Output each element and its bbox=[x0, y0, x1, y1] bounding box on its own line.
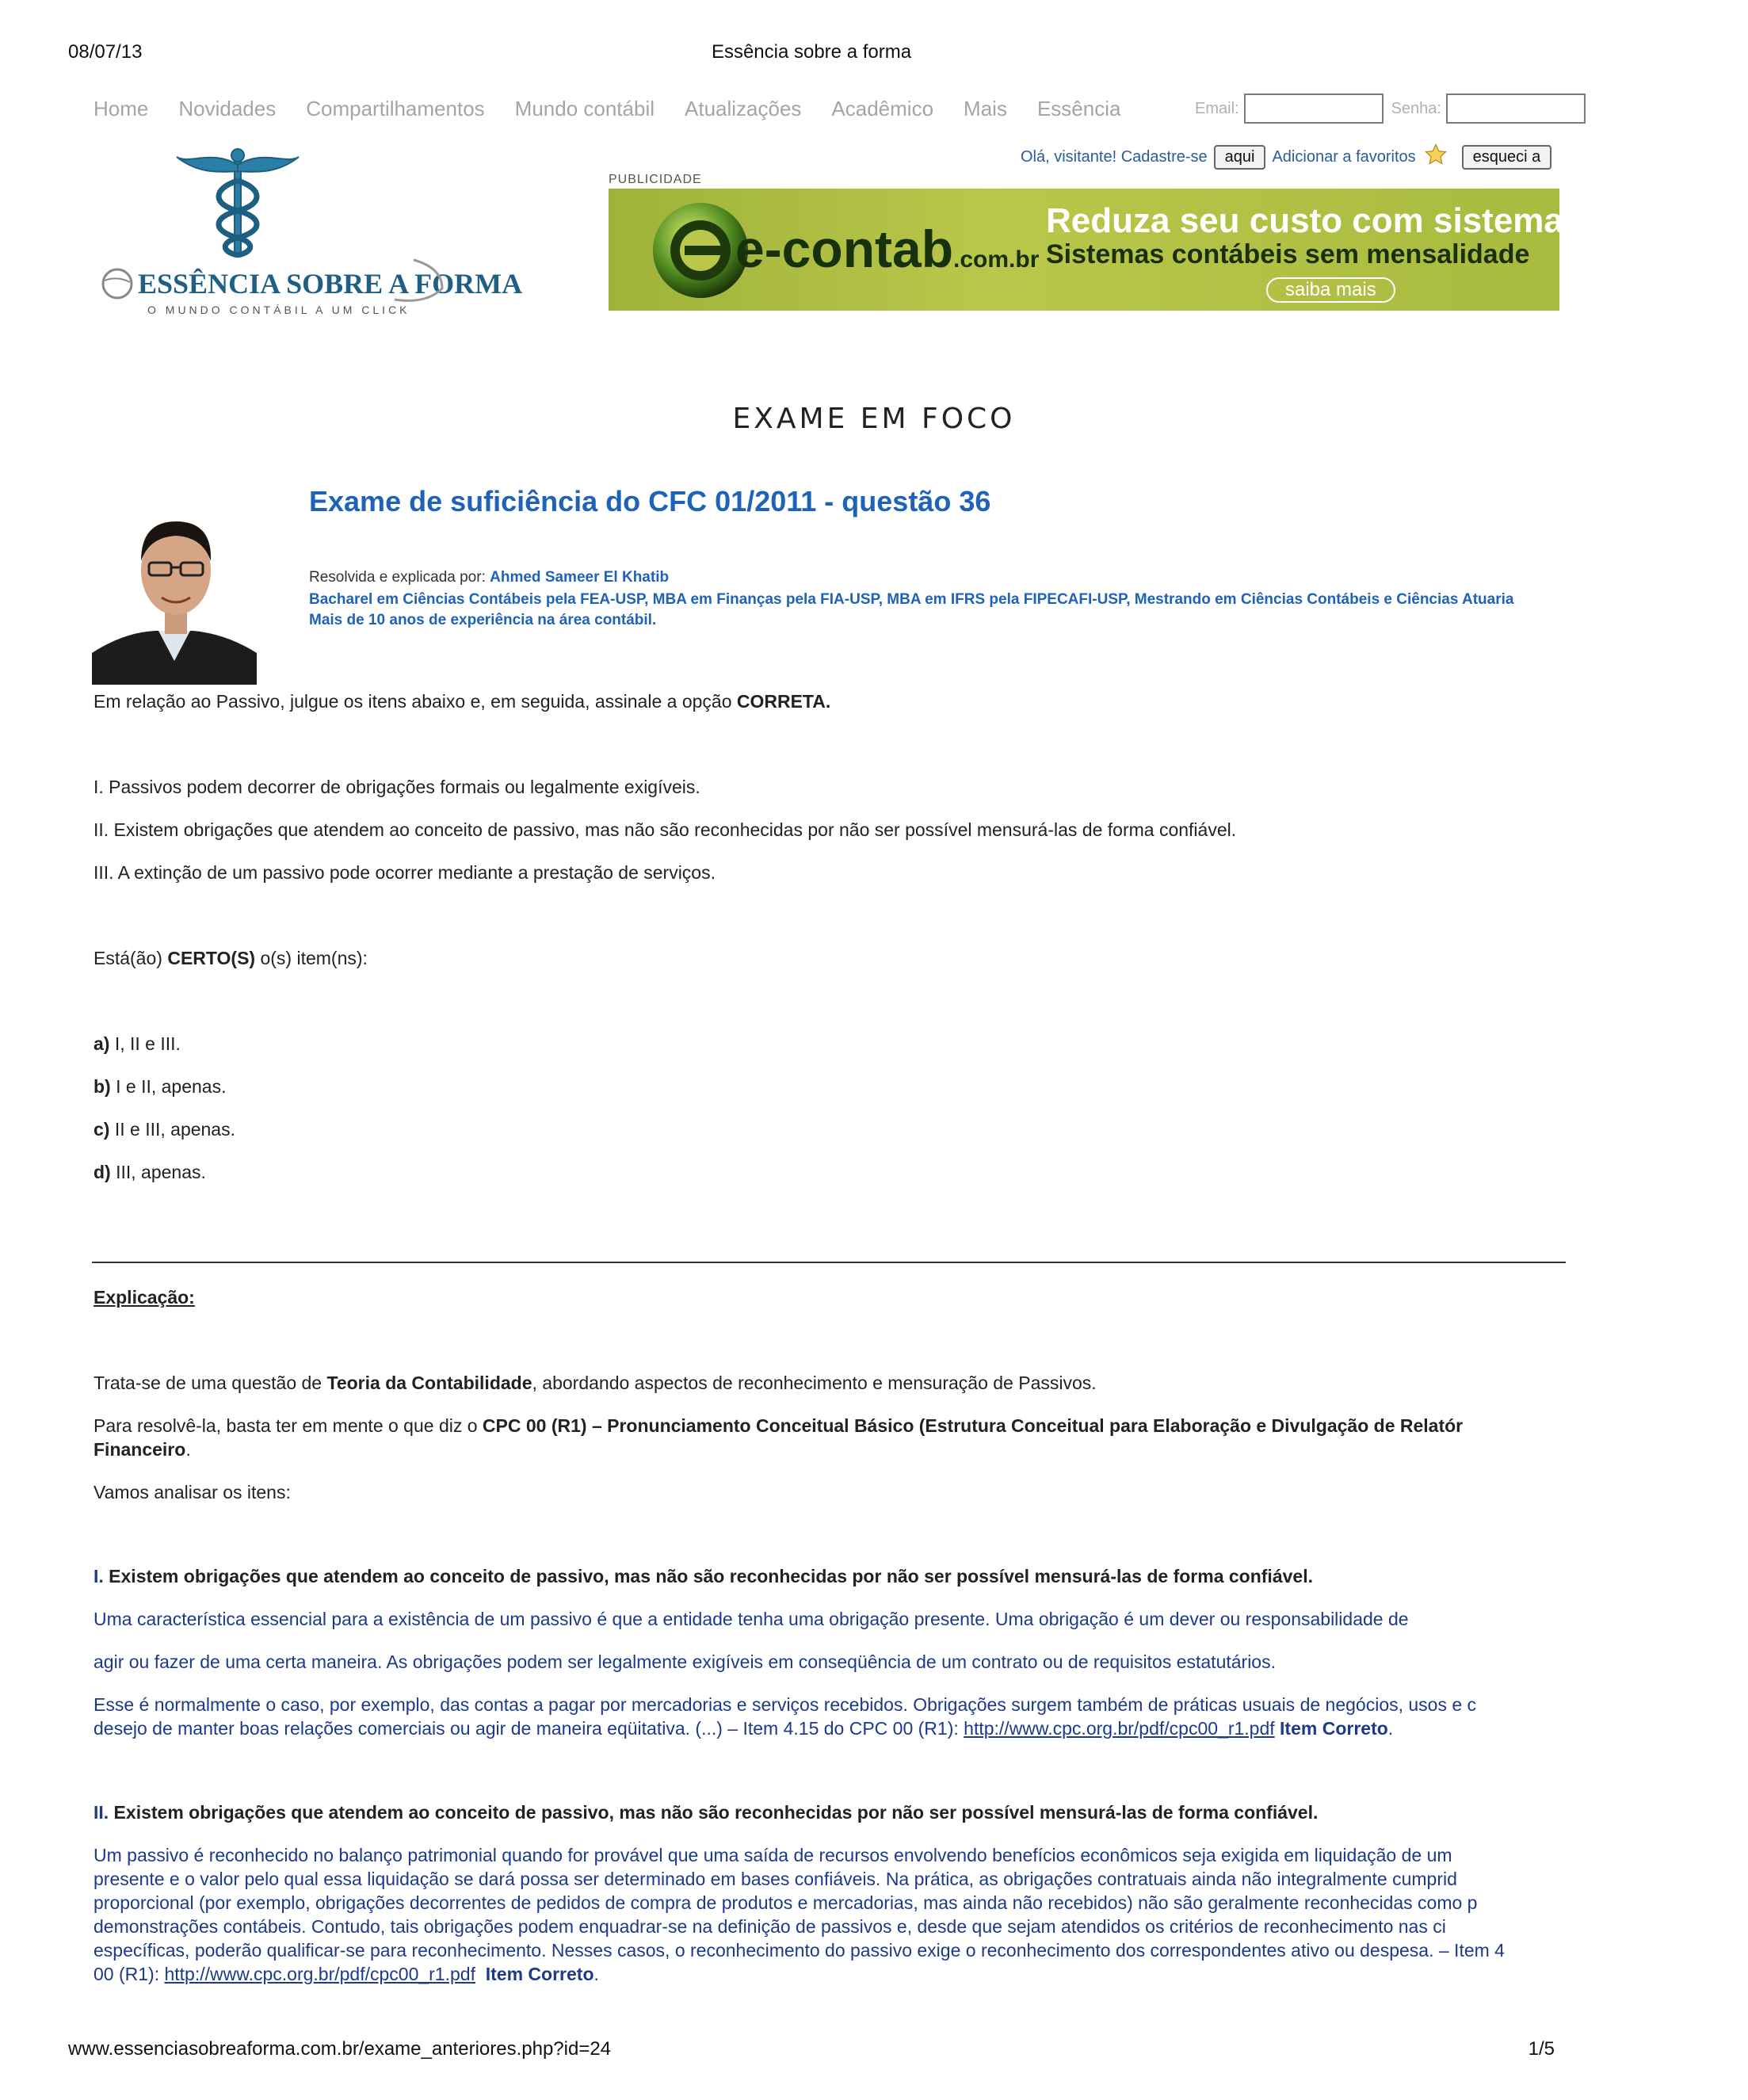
ad-banner[interactable] bbox=[609, 189, 1583, 311]
ad-subheadline: Sistemas contábeis sem mensalidade bbox=[1046, 239, 1530, 269]
cpc-link-2[interactable]: http://www.cpc.org.br/pdf/cpc00_r1.pdf bbox=[164, 1964, 475, 1984]
explanation-heading: Explicação: bbox=[94, 1287, 195, 1308]
divider bbox=[92, 1262, 1566, 1263]
ad-cta-button[interactable]: saiba mais bbox=[1266, 277, 1395, 303]
logo-name: ESSÊNCIA SOBRE A FORMA bbox=[138, 268, 523, 300]
nav-novidades[interactable]: Novidades bbox=[178, 97, 277, 120]
ad-brand: e-contab.com.br bbox=[735, 220, 1040, 278]
star-icon[interactable] bbox=[1424, 143, 1448, 171]
print-title: Essência sobre a forma bbox=[711, 41, 912, 63]
caduceus-icon bbox=[177, 149, 299, 257]
option-b: b) I e II, apenas. bbox=[94, 1076, 227, 1097]
explanation-p3: Vamos analisar os itens: bbox=[94, 1482, 291, 1502]
login-form bbox=[1195, 94, 1593, 124]
cpc-link-1[interactable]: http://www.cpc.org.br/pdf/cpc00_r1.pdf bbox=[964, 1718, 1275, 1739]
print-url: www.essenciasobreaforma.com.br/exame_anteriores.php?id=24 bbox=[68, 2038, 612, 2060]
option-c: c) II e III, apenas. bbox=[94, 1119, 235, 1140]
question-title: Exame de suficiência do CFC 01/2011 - questão 36 bbox=[309, 485, 991, 517]
logo-tagline: O MUNDO CONTÁBIL A UM CLICK bbox=[147, 304, 410, 316]
option-a: a) I, II e III. bbox=[94, 1033, 181, 1054]
analysis-heading-2: II. Existem obrigações que atendem ao conceito de passivo, mas não são reconhecidas por não ser possível mensurá-las de forma confiável. bbox=[94, 1802, 1319, 1823]
password-field[interactable] bbox=[1446, 94, 1586, 124]
site-logo[interactable] bbox=[94, 149, 523, 323]
ad-headline: Reduza seu custo com sistemas bbox=[1046, 201, 1583, 240]
author-line: Resolvida e explicada por: Ahmed Sameer El Khatib bbox=[309, 569, 670, 586]
ad-label: PUBLICIDADE bbox=[609, 173, 702, 186]
nav-academico[interactable]: Acadêmico bbox=[831, 97, 934, 120]
analysis-heading-1: I. Existem obrigações que atendem ao conceito de passivo, mas não são reconhecidas por não ser possível mensurá-las de forma confiável. bbox=[94, 1566, 1313, 1586]
question-certo: Está(ão) CERTO(S) o(s) item(ns): bbox=[94, 948, 368, 968]
question-prompt: Em relação ao Passivo, julgue os itens abaixo e, em seguida, assinale a opção CORRETA. bbox=[94, 691, 831, 712]
senha-label: Senha: bbox=[1391, 99, 1441, 117]
author-photo bbox=[92, 498, 257, 685]
analysis-1-line-2: agir ou fazer de uma certa maneira. As obrigações podem ser legalmente exigíveis em conseqüência de um contrato ou de requisitos estatutários. bbox=[94, 1651, 1276, 1672]
register-button[interactable]: aqui bbox=[1214, 145, 1266, 170]
welcome-text: Olá, visitante! Cadastre-se bbox=[1021, 147, 1208, 166]
nav-compartilhamentos[interactable]: Compartilhamentos bbox=[306, 97, 485, 120]
print-page-number: 1/5 bbox=[1528, 2038, 1555, 2060]
globe-icon bbox=[103, 269, 132, 298]
analysis-1-para: Esse é normalmente o caso, por exemplo, das contas a pagar por mercadorias e serviços recebidos. Obrigações surgem também de práticas usuais de negócios, usos e c desejo de manter boas relações comerciais ou agir de maneira eqüitativa. (...) – Item 4.15 do CPC 00 (R1): http://www.cpc.org.br/pdf/cpc00_r1.pdf Item Correto. bbox=[94, 1694, 1477, 1739]
nav-essencia[interactable]: Essência bbox=[1036, 97, 1121, 120]
nav-home[interactable]: Home bbox=[94, 97, 149, 120]
option-d: d) III, apenas. bbox=[94, 1162, 206, 1182]
forgot-password-button[interactable]: esqueci a bbox=[1462, 145, 1552, 170]
section-title: EXAME EM FOCO bbox=[732, 403, 1016, 435]
main-nav bbox=[94, 97, 1120, 121]
nav-atualizacoes[interactable]: Atualizações bbox=[685, 97, 802, 120]
author-bio: Bacharel em Ciências Contábeis pela FEA-USP, MBA em Finanças pela FIA-USP, MBA em IFRS pela FIPECAFI-USP, Mestrando em Ciências Contábeis e Ciências Atuaria Mais de 10 anos de experiência na área contábil. bbox=[309, 591, 1514, 628]
print-date: 08/07/13 bbox=[68, 41, 143, 63]
welcome-bar bbox=[1021, 143, 1558, 171]
explanation-p1: Trata-se de uma questão de Teoria da Contabilidade, abordando aspectos de reconhecimento e mensuração de Passivos. bbox=[94, 1373, 1097, 1393]
author-name: Ahmed Sameer El Khatib bbox=[490, 569, 670, 586]
nav-mundo-contabil[interactable]: Mundo contábil bbox=[514, 97, 655, 120]
email-label: Email: bbox=[1195, 99, 1239, 117]
explanation-p2: Para resolvê-la, basta ter em mente o que diz o CPC 00 (R1) – Pronunciamento Conceitual Básico (Estrutura Conceitual para Elaboração e Divulgação de Relatór Financeiro. bbox=[94, 1415, 1464, 1460]
analysis-2-para: Um passivo é reconhecido no balanço patrimonial quando for provável que uma saída de recursos envolvendo benefícios econômicos seja exigida em liquidação de um presente e o valor pelo qual essa liquidação se dará possa ser determinado em bases confiáveis. Na prática, as obrigações contratuais ainda não integralmente cumprid proporcional (por exemplo, obrigações decorrentes de pedidos de compra de produtos e mercadorias, mas ainda não recebidos) não são geralmente reconhecidas como p demonstrações contábeis. Contudo, tais obrigações podem enquadrar-se na definição de passivos e, desde que sejam atendidos os critérios de reconhecimento nas ci específicas, poderão qualificar-se para reconhecimento. Nesses casos, o reconhecimento do passivo exige o reconhecimento dos correspondentes ativo ou despesa. – Item 4 00 (R1): http://www.cpc.org.br/pdf/cpc00_r1.pdf Item Correto. bbox=[94, 1845, 1505, 1984]
add-favorites-link[interactable]: Adicionar a favoritos bbox=[1272, 147, 1416, 166]
question-item-2: II. Existem obrigações que atendem ao conceito de passivo, mas não são reconhecidas por não ser possível mensurá-las de forma confiável. bbox=[94, 819, 1237, 840]
question-item-3: III. A extinção de um passivo pode ocorrer mediante a prestação de serviços. bbox=[94, 862, 716, 883]
analysis-1-line-1: Uma característica essencial para a existência de um passivo é que a entidade tenha uma obrigação presente. Uma obrigação é um dever ou responsabilidade de bbox=[94, 1609, 1409, 1629]
nav-mais[interactable]: Mais bbox=[964, 97, 1007, 120]
question-item-1: I. Passivos podem decorrer de obrigações formais ou legalmente exigíveis. bbox=[94, 777, 700, 797]
email-field[interactable] bbox=[1244, 94, 1384, 124]
